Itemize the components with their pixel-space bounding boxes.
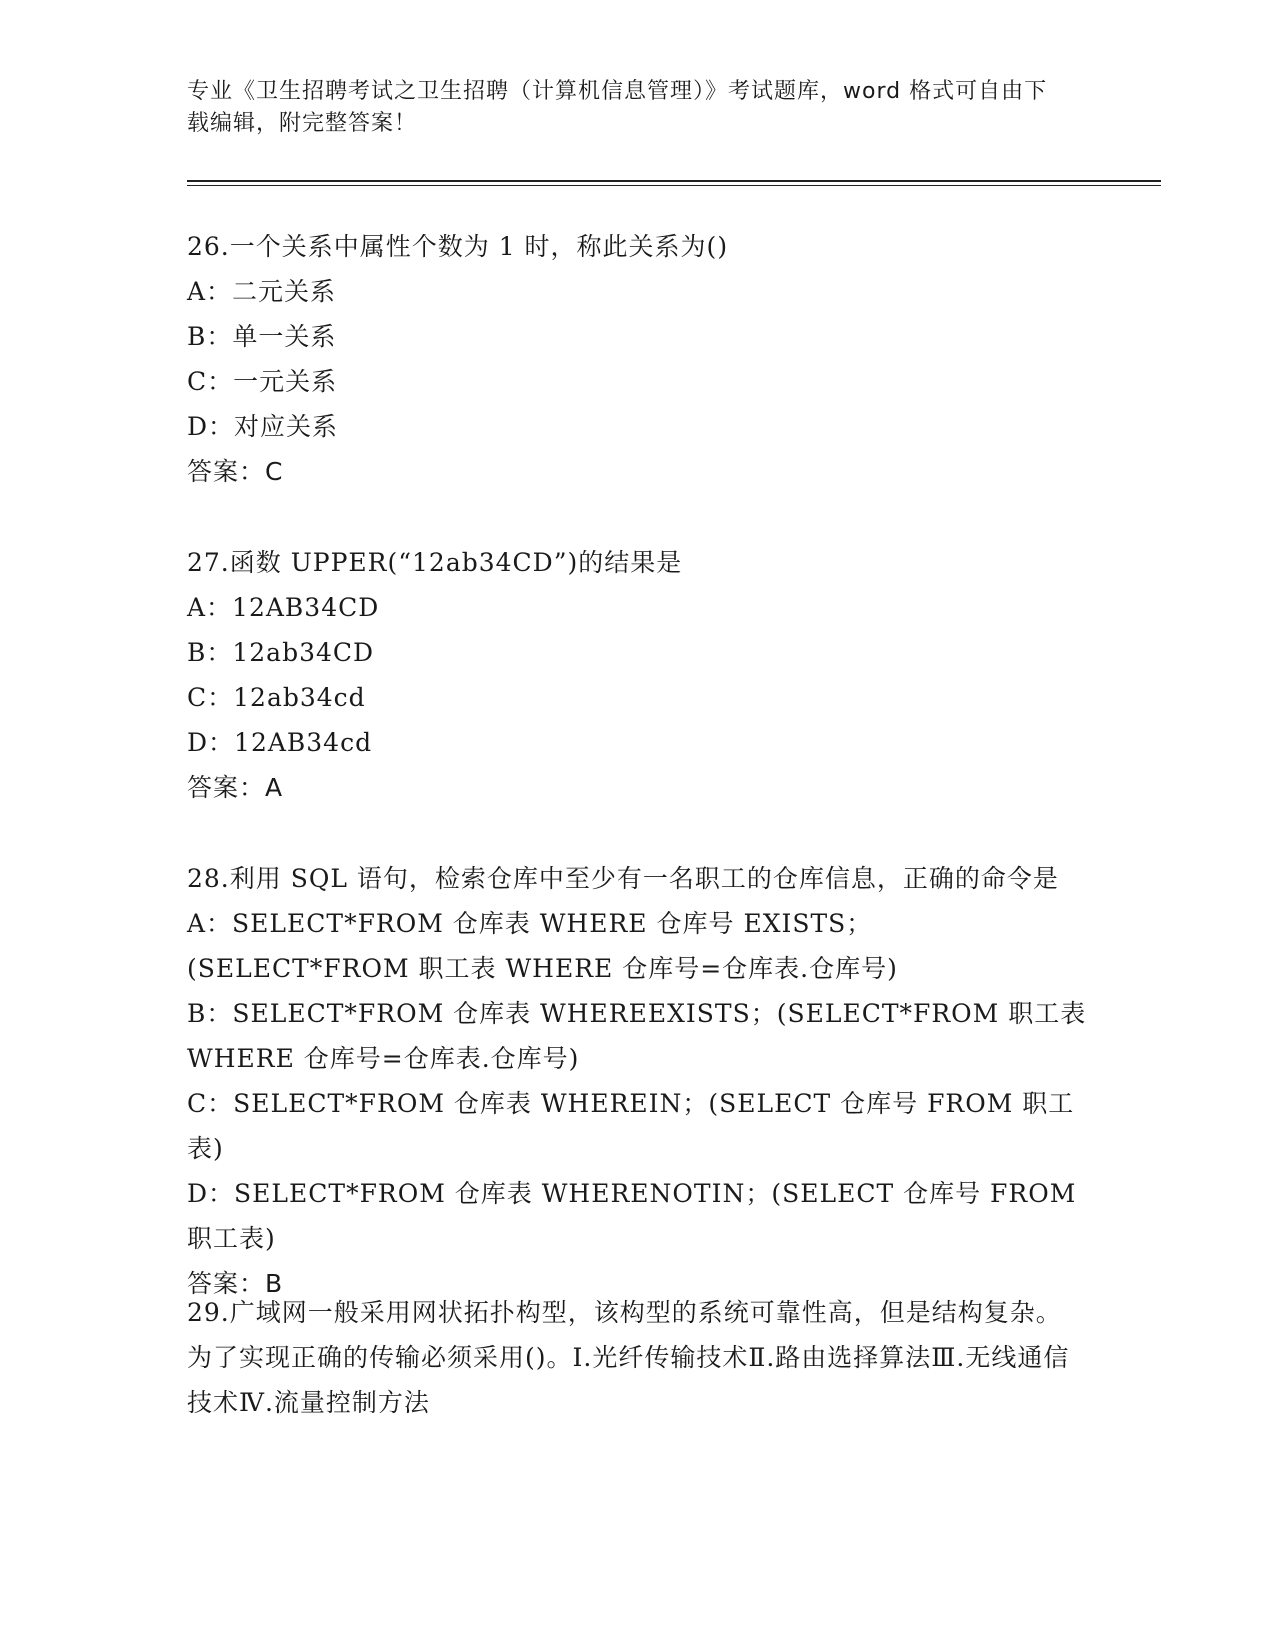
option-c: C：SELECT*FROM 仓库表 WHEREIN；(SELECT 仓库号 FROM 职工表) xyxy=(187,1089,1075,1163)
question-text: 27.函数 UPPER(“12ab34CD”)的结果是 xyxy=(187,548,683,577)
question-27 xyxy=(187,540,1087,810)
answer-label: 答案：A xyxy=(187,773,284,802)
option-b: B：SELECT*FROM 仓库表 WHEREEXISTS；(SELECT*FROM 职工表 WHERE 仓库号=仓库表.仓库号) xyxy=(187,999,1087,1073)
question-28 xyxy=(187,856,1087,1306)
header-intro: 专业《卫生招聘考试之卫生招聘（计算机信息管理）》考试题库，word 格式可自由下载编辑，附完整答案！ xyxy=(187,79,1048,136)
question-text: 29.广域网一般采用网状拓扑构型，该构型的系统可靠性高，但是结构复杂。为了实现正确的传输必须采用()。Ⅰ.光纤传输技术Ⅱ.路由选择算法Ⅲ.无线通信技术Ⅳ.流量控制方法 xyxy=(187,1298,1070,1417)
header-divider xyxy=(187,180,1161,182)
option-a: A：二元关系 xyxy=(187,277,337,306)
option-d: D：12AB34cd xyxy=(187,728,373,757)
question-text: 26.一个关系中属性个数为 1 时，称此关系为() xyxy=(187,232,729,261)
option-b: B：单一关系 xyxy=(187,322,337,351)
option-d: D：对应关系 xyxy=(187,412,339,441)
question-26 xyxy=(187,224,1087,494)
question-text: 28.利用 SQL 语句，检索仓库中至少有一名职工的仓库信息，正确的命令是 xyxy=(187,864,1059,893)
option-d: D：SELECT*FROM 仓库表 WHERENOTIN；(SELECT 仓库号 FROM 职工表) xyxy=(187,1179,1077,1253)
answer-label: 答案：C xyxy=(187,457,284,486)
option-list xyxy=(187,901,1087,1261)
option-a: A：12AB34CD xyxy=(187,593,380,622)
option-c: C：12ab34cd xyxy=(187,683,366,712)
header-divider-thin xyxy=(187,185,1161,186)
option-a: A：SELECT*FROM 仓库表 WHERE 仓库号 EXISTS；(SELECT*FROM 职工表 WHERE 仓库号=仓库表.仓库号) xyxy=(187,909,898,983)
option-list xyxy=(187,585,1087,765)
option-list xyxy=(187,269,1087,449)
question-29 xyxy=(187,1290,1087,1425)
answer-label: 答案：B xyxy=(187,1269,284,1298)
option-c: C：一元关系 xyxy=(187,367,338,396)
option-b: B：12ab34CD xyxy=(187,638,375,667)
